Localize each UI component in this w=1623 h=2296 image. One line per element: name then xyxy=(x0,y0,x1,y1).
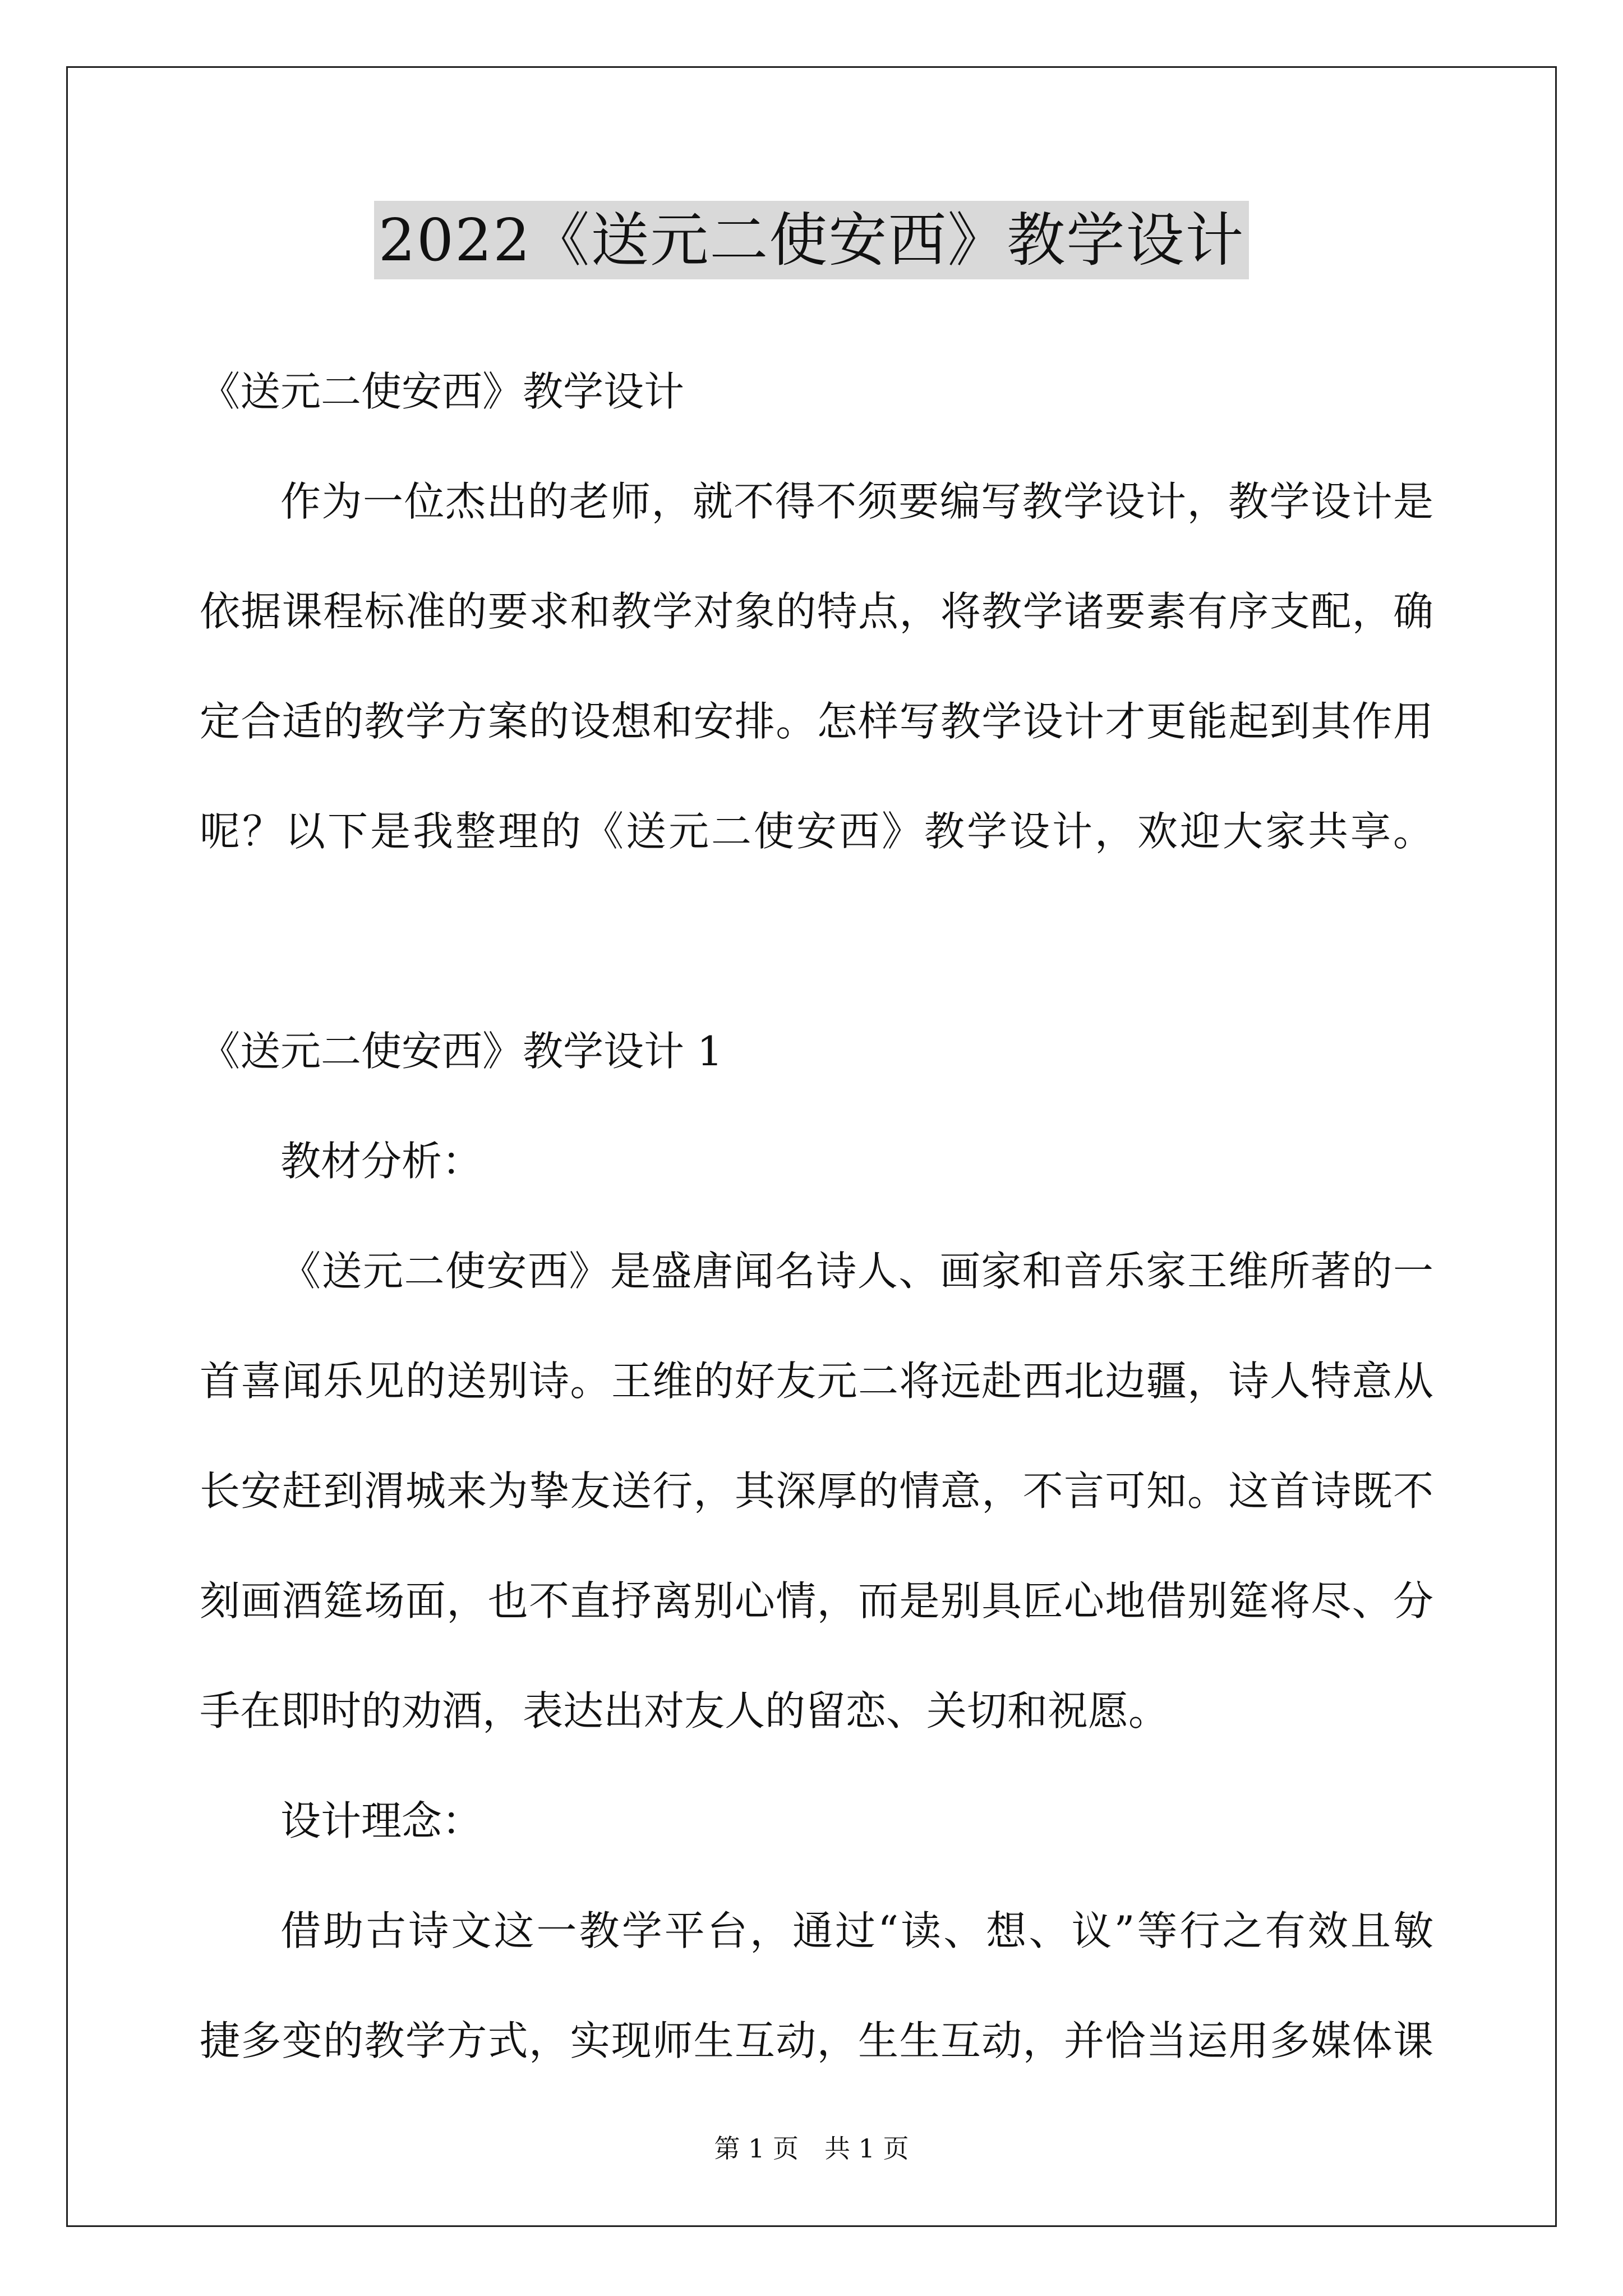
subtitle: 《送元二使安西》教学设计 xyxy=(200,368,685,415)
section-heading: 《送元二使安西》教学设计 1 xyxy=(200,1028,723,1075)
analysis-heading: 教材分析： xyxy=(280,1138,483,1185)
paragraph-line: 借助古诗文这一教学平台，通过“读、想、议”等行之有效且敏 xyxy=(280,1907,1433,1954)
title-container xyxy=(0,201,1623,279)
paragraph-line: 作为一位杰出的老师，就不得不须要编写教学设计，教学设计是 xyxy=(280,478,1433,525)
paragraph-line: 定合适的教学方案的设想和安排。怎样写教学设计才更能起到其作用 xyxy=(200,698,1433,745)
document-body xyxy=(200,337,1433,2096)
paragraph-line: 依据课程标准的要求和教学对象的特点，将教学诸要素有序支配，确 xyxy=(200,588,1433,635)
paragraph-line: 捷多变的教学方式，实现师生互动，生生互动，并恰当运用多媒体课 xyxy=(200,2017,1433,2064)
paragraph-line: 手在即时的劝酒，表达出对友人的留恋、关切和祝愿。 xyxy=(200,1687,1169,1734)
paragraph-line: 《送元二使安西》是盛唐闻名诗人、画家和音乐家王维所著的一 xyxy=(280,1248,1433,1295)
paragraph-line: 呢？以下是我整理的《送元二使安西》教学设计，欢迎大家共享。 xyxy=(200,808,1433,855)
paragraph-line: 刻画酒筵场面，也不直抒离别心情，而是别具匠心地借别筵将尽、分 xyxy=(200,1577,1433,1625)
paragraph-gap xyxy=(200,886,1433,996)
concept-heading: 设计理念： xyxy=(280,1797,483,1844)
paragraph-line: 首喜闻乐见的送别诗。王维的好友元二将远赴西北边疆，诗人特意从 xyxy=(200,1358,1433,1405)
page-footer: 第 1 页 共 1 页 xyxy=(714,2133,909,2164)
paragraph-line: 长安赶到渭城来为挚友送行，其深厚的情意，不言可知。这首诗既不 xyxy=(200,1467,1433,1515)
document-title: 2022《送元二使安西》教学设计 xyxy=(374,201,1249,279)
